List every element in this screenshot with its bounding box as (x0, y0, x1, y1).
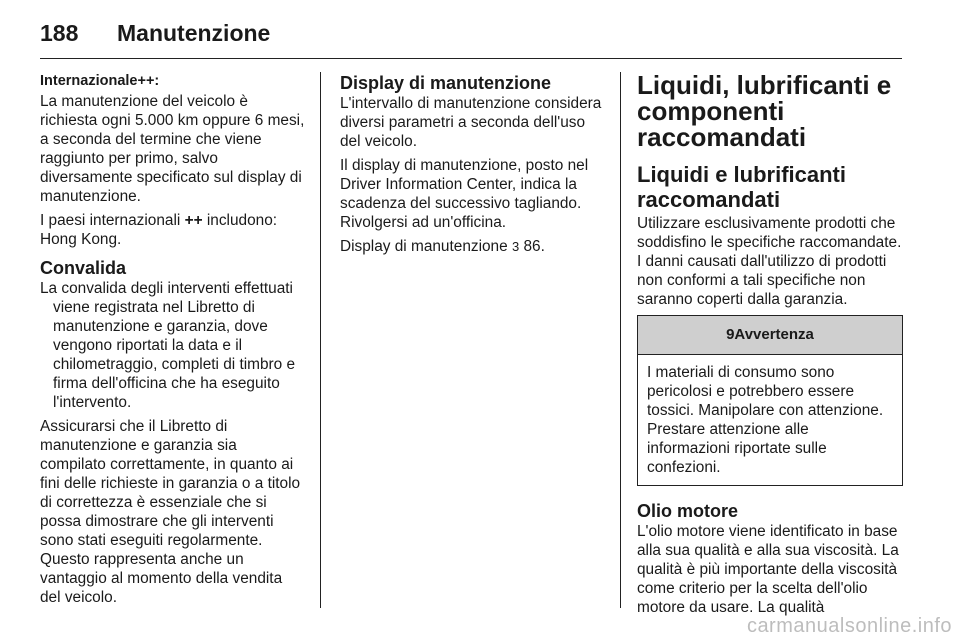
watermark: carmanualsonline.info (746, 615, 952, 637)
column-divider (620, 72, 621, 608)
column-right (637, 72, 903, 622)
page-reference-icon: 3 (511, 239, 520, 254)
countries-paragraph (40, 211, 306, 249)
countries-marker: ++ (184, 212, 203, 229)
column-divider (320, 72, 321, 608)
column-left (40, 72, 306, 612)
page-number: 188 (40, 20, 79, 46)
service-display-reference[interactable] (340, 237, 606, 256)
validation-paragraph: La convalida degli interventi effettuati viene registrata nel Libretto di manutenzione e garanzia, dove vengono riportati la data e il chilometraggio, completi di timbro e firma dell'officina che ha eseguito l'intervento. (40, 280, 296, 411)
validation-heading: Convalida (40, 258, 127, 278)
page-title: Manutenzione (117, 20, 271, 46)
reference-page: 86. (523, 238, 545, 255)
warning-text: I materiali di consumo sono pericolosi e potrebbero essere tossici. Manipolare con attenzione. Prestare attenzione alle informazioni riportate sulle confezioni. (647, 364, 884, 476)
page-header (40, 12, 902, 59)
international-heading: Internazionale++: (40, 73, 160, 89)
service-display-paragraph-2: Il display di manutenzione, posto nel Driver Information Center, indica la scadenza del successivo tagliando. Rivolgersi ad un'officina. (340, 157, 589, 231)
service-display-heading: Display di manutenzione (340, 73, 552, 93)
warning-title: Avvertenza (734, 326, 814, 343)
fluids-sub-heading: Liquidi e lubrificanti raccomandati (637, 162, 846, 212)
booklet-paragraph: Assicurarsi che il Libretto di manutenzione e garanzia sia compilato correttamente, in quanto ai fini delle richieste in garanzia o a titolo di correttezza è essenziale che si possa dimostrare che gli interventi sono stati eseguiti regolarmente. Questo rappresenta anche un vantaggio al momento della vendita del veicolo. (40, 418, 301, 606)
reference-text: Display di manutenzione (340, 238, 508, 255)
warning-icon: 9 (726, 326, 735, 343)
engine-oil-paragraph: L'olio motore viene identificato in base alla sua qualità e alla sua viscosità. La qualità è più importante della viscosità come criterio per la scelta dell'olio motore da usare. La qualità (637, 523, 899, 616)
engine-oil-heading: Olio motore (637, 501, 739, 521)
fluids-intro-paragraph: Utilizzare esclusivamente prodotti che soddisfino le specifiche raccomandate. I danni causati dall'utilizzo di prodotti non conformi a tali specifiche non saranno coperti dalla garanzia. (637, 215, 902, 308)
column-middle (340, 72, 606, 261)
service-display-paragraph-1: L'intervallo di manutenzione considera diversi parametri a seconda dell'uso del veicolo. (340, 95, 602, 150)
fluids-main-heading: Liquidi, lubrificanti e componenti raccomandati (637, 70, 892, 152)
countries-pre-text: I paesi internazionali (40, 212, 181, 229)
international-paragraph: La manutenzione del veicolo è richiesta ogni 5.000 km oppure 6 mesi, a seconda del termine che viene raggiunto per primo, salvo diversamente specificato sul display di manutenzione. (40, 93, 305, 205)
warning-box (637, 315, 903, 486)
countries-post-text: includono: Hong Kong. (40, 212, 278, 248)
warning-header (638, 316, 902, 355)
